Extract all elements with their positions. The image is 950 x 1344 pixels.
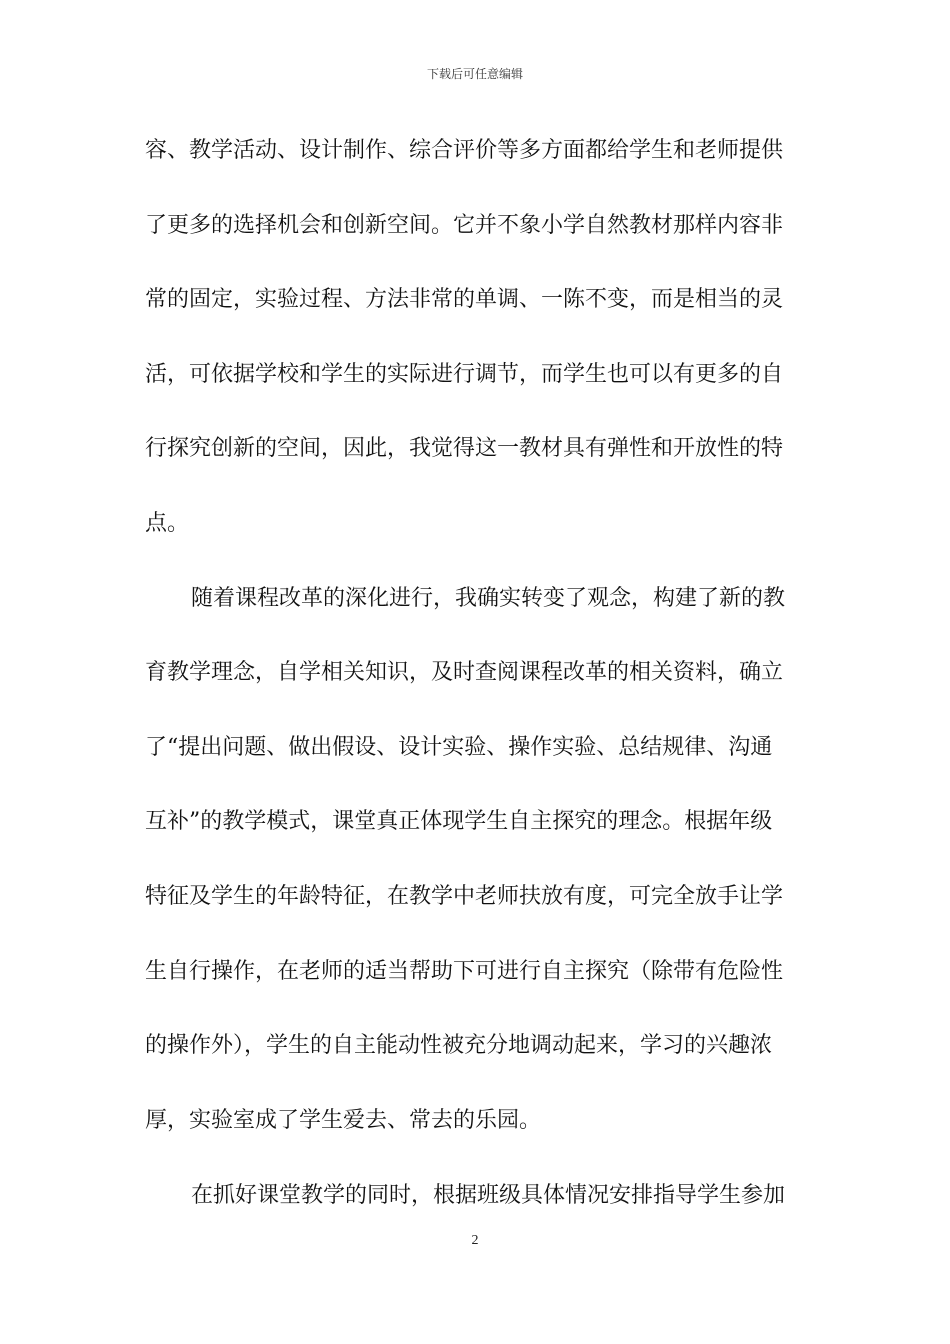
- text-line: 生自行操作，在老师的适当帮助下可进行自主探究（除带有危险性: [145, 959, 784, 984]
- text-line: 容、教学活动、设计制作、综合评价等多方面都给学生和老师提供: [145, 138, 784, 163]
- text-line: 点。: [145, 511, 190, 536]
- text-line: 特征及学生的年龄特征，在教学中老师扶放有度，可完全放手让学: [145, 884, 784, 909]
- text-line: 了更多的选择机会和创新空间。它并不象小学自然教材那样内容非: [145, 213, 784, 238]
- text-line: 行探究创新的空间，因此，我觉得这一教材具有弹性和开放性的特: [145, 436, 784, 461]
- page-number: 2: [471, 1233, 479, 1248]
- text-line: 厚，实验室成了学生爱去、常去的乐园。: [145, 1108, 542, 1133]
- text-line: 常的固定，实验过程、方法非常的单调、一陈不变，而是相当的灵: [145, 287, 784, 312]
- text-line: 随着课程改革的深化进行，我确实转变了观念，构建了新的教: [191, 586, 786, 611]
- text-line: 活，可依据学校和学生的实际进行调节，而学生也可以有更多的自: [145, 362, 784, 387]
- text-line: 在抓好课堂教学的同时，根据班级具体情况安排指导学生参加: [191, 1183, 786, 1208]
- text-line: 的操作外），学生的自主能动性被充分地调动起来，学习的兴趣浓: [145, 1033, 773, 1058]
- text-line: 了“提出问题、做出假设、设计实验、操作实验、总结规律、沟通: [145, 735, 773, 760]
- text-line: 互补”的教学模式，课堂真正体现学生自主探究的理念。根据年级: [145, 809, 773, 834]
- text-line: 育教学理念，自学相关知识，及时查阅课程改革的相关资料，确立: [145, 660, 784, 685]
- page-header: 下载后可任意编辑: [426, 67, 523, 81]
